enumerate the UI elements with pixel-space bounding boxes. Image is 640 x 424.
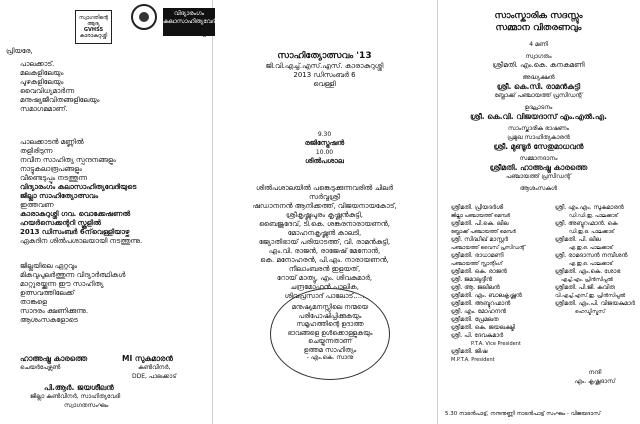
signatory-title: സ്വാഗതസംഘം <box>64 402 109 409</box>
program-time: 4 മണി <box>529 41 548 48</box>
role-name: ശ്രീമതി. ഹാഅഷ്ട്ര കാരത്തെ <box>489 163 588 172</box>
festival-line: വിദ്യാരംഗം കലാസാഹിത്യവേദിയുടെ <box>20 183 137 191</box>
greeter-title: ബ്ലോക്ക് പഞ്ചായത്ത് മെമ്പർ <box>451 229 516 235</box>
role-name: ശ്രീ. മുണ്ടൂർ സേതുമാധവൻ <box>493 142 584 151</box>
time-slot: 10.00 <box>315 149 334 156</box>
address-line: വൈവിധ്യമാർന്ന <box>20 87 75 95</box>
greeter: ശ്രീമതി. അബ്ദുറഹ്മാൻ <box>451 300 511 307</box>
school-logo-text-4: കാരാകുറുശ്ശി <box>79 33 108 39</box>
festival-date: 2013 ഡിസംബർ 6 <box>293 71 356 79</box>
greeter-title: ഡി.ഡി.ഇ. പാലക്കാട് <box>569 213 618 219</box>
signatory-name: പി.ആർ. ജയശീലൻ <box>44 383 114 392</box>
greeter-title: എ.ഇ.ഒ. പാലക്കാട് <box>569 261 613 267</box>
greeter: ശ്രീ. എം.എം. സുകുമാരൻ <box>555 204 624 211</box>
vidyarangam-title: വിദ്യാരംഗം <box>173 10 205 17</box>
festival-day: വെള്ളി <box>313 80 336 88</box>
role-name: ശ്രീ. കെ.സി. രാമൻകുട്ടി <box>496 82 581 91</box>
quote-oval <box>270 288 390 380</box>
quote-line: ഭാവങ്ങളെ ഉൾക്കൊള്ളുകയും <box>287 328 373 337</box>
signatory-title: ജില്ലാ കൺവീനർ, സാഹിത്യവേദി <box>30 393 121 400</box>
role-label: നന്ദി <box>588 369 602 376</box>
para-line: നാട്ടുകലാരൂപങ്ങളും <box>20 165 82 173</box>
participant-line: ശിൽപശാലയിൽ പങ്കെടുക്കുന്നവരിൽ ചിലർ <box>255 184 394 192</box>
greeter: ശ്രീമതി. കെ. രാജൻ <box>451 268 507 275</box>
para-line: ഉത്സവത്തിലേക്ക് <box>20 289 75 297</box>
participant-line: ബൈജുദേവ്, ടി.കെ. ശങ്കരനാരായണൻ, <box>259 220 390 228</box>
quote-line: സമൂഹത്തിന്റെ ഉദാത്ത <box>296 320 364 328</box>
greeter: ശ്രീ. പി. ദേവകുമാർ <box>451 332 504 339</box>
role-label: സാംസ്കാരിക ഭാഷണം <box>508 125 569 132</box>
greeter-title: വി.എച്ച്.എസ്.ഇ. പ്രിൻസിപ്പൽ <box>555 293 626 299</box>
role-label: സമ്മാനദാനം <box>519 155 558 162</box>
signatory-name: MI സുകുമാരൻ <box>122 354 173 363</box>
role-label: ആശംസകൾ <box>519 185 558 192</box>
para-line: തളിരിടുന്ന <box>20 147 53 155</box>
session-title: ശിൽപശാല <box>305 157 344 165</box>
greeter: ശ്രീമതി. ജിഷ <box>451 348 488 355</box>
greeter-title: എച്ച്.എം. പ്രിൻസിപ്പൽ <box>561 277 613 283</box>
greeter: ശ്രീമതി. പി. ലീല <box>555 236 601 243</box>
quote-attribution: - എം.കെ. സാനു <box>306 354 354 361</box>
workshop-participants <box>212 184 437 301</box>
middle-panel <box>163 0 437 424</box>
greeter-title: M.P.T.A. President <box>451 357 495 363</box>
participant-line: ചന്ദ്രമോഹൻ പാലിക, <box>290 283 359 291</box>
festival-line: ജില്ലാ സാഹിത്യോത്സവം <box>20 192 99 200</box>
greeter: ശ്രീമതി. പ്രേമലത <box>451 316 499 323</box>
school-logo-text-1: സ്വാഗതിന്റെ <box>78 15 109 21</box>
program-heading: സമ്മാന വിതരണവും <box>495 23 582 33</box>
para-line: പാലക്കാടൻ മണ്ണിൽ <box>20 138 84 146</box>
signatory-title: ചെയർപേഴ്സൺ <box>20 364 61 371</box>
address-line: സമാഗമമാണ്. <box>20 105 68 113</box>
para-line: നവീന സാഹിത്യ സ്പന്ദനങ്ങളും <box>20 156 116 164</box>
participant-line: ശ്രീകൃഷ്ണപുരം കൃഷ്ണൻകുട്ടി, <box>285 211 364 219</box>
vidyarangam-district: പാലക്കാട് ജില്ല <box>172 31 206 37</box>
greeter: ശ്രീ. എം. മോഹനൻ <box>451 308 507 315</box>
participant-line: ഷഡാനനൻ ആനിക്കത്ത്, വിജയനായകോട്, <box>252 202 397 210</box>
greeter-title: പഞ്ചായത്ത് വൈസ് പ്രസിഡന്റ് <box>451 245 526 251</box>
greeter: ശ്രീമതി. പി.കെ. ലീല <box>451 220 509 227</box>
emblem-logo <box>131 4 157 30</box>
greeter: ശ്രീമതി. പ്രിയദർശി <box>451 204 504 211</box>
festival-venue: ജി.വി.എച്ച്.എസ്.എസ്. കാരാകുറുശ്ശി <box>265 62 384 70</box>
greeter-title: P.T.A. Vice President <box>471 341 521 347</box>
greeter: ശ്രീ. അബ്ദുറഹ്മാൻ. കെ <box>555 220 618 227</box>
participant-line: എം.വി. രാജൻ, രാജേഷ് മേനോൻ, <box>268 247 381 255</box>
greeter: ശ്രീ. ആ. ജലീലൻ <box>451 284 500 291</box>
time-slot: 9.30 <box>317 131 332 138</box>
greeter: ശ്രീമതി. രാധാമണി <box>451 252 504 259</box>
participant-line: കെ. മനോഹരൻ, പി.എം. നാരായണൻ, <box>260 256 389 264</box>
para-line: ഇത്തവണ <box>20 201 54 209</box>
greetings-list-right <box>555 204 635 316</box>
greeter: ശ്രീമതി. പി.ജി. കവിത <box>555 284 615 291</box>
participant-line: മോഹനകൃഷ്ണൻ കാലടി, <box>287 229 362 237</box>
greetings-list-left <box>451 204 525 364</box>
para-line: സാദരം ക്ഷണിക്കുന്നു. <box>20 307 89 315</box>
greeter: ശ്രീമതി. എം.കെ. ശോഭ <box>555 268 621 275</box>
venue-line: കാരാകുറുശ്ശി ഗവ. വൊക്കേഷണൽ <box>20 210 131 218</box>
venue-line: ഹയർസെക്കന്ററി സ്കൂളിൽ <box>20 219 101 227</box>
greeter: ശ്രീ. സിദ്ധീഖ് മാസ്റ്റർ <box>451 236 509 243</box>
para-line: വീണ്ടെടുപ്പും നടത്തുന്ന <box>20 174 88 182</box>
quote-line: പരിപോഷിപ്പിക്കുകയും <box>298 311 362 320</box>
greeter: ശ്രീമതി. എം.പി. വിജയകുമാർ <box>555 300 635 307</box>
role-title: ബ്ലോക്ക് പഞ്ചായത്ത് പ്രസിഡന്റ് <box>494 92 583 99</box>
festival-title: സാഹിത്യോത്സവം '13 <box>277 51 372 61</box>
greeter-title: ഹെഡ്മിസ്ട്രസ് <box>575 309 606 315</box>
quote-line: ഉത്തമ സാഹിത്യം <box>303 345 357 354</box>
quote-line: മനുഷ്യമനസ്സിലെ നന്മയെ <box>291 303 369 311</box>
role-name: ശ്രീമതി. എം.കെ. കനകമണി <box>492 61 585 69</box>
para-line: താങ്കളെ <box>20 298 47 306</box>
greeter: ശ്രീ. ജമാലുദ്ദീൻ <box>451 276 493 283</box>
role-title: പഞ്ചായത്ത് പ്രസിഡന്റ് <box>506 173 571 180</box>
session-title: രജിസ്ട്രേഷൻ <box>304 139 345 147</box>
venue-line: 2013 ഡിസംബർ 6ന്‌വെള്ളിയാഴ്ച <box>20 228 130 236</box>
participant-line: സർവ്വശ്രീ <box>309 193 340 201</box>
regards: ആശംസകളോടെ <box>20 316 78 324</box>
participant-line: നീലാംബരൻ ഇളയത്, <box>288 265 361 273</box>
address-line: മനുഷ്യജീവിതങ്ങളിലേയും <box>20 96 100 104</box>
role-name: എം. കൃഷ്ണദാസ് <box>574 378 616 385</box>
address-line: പുഴകളിലേയും <box>20 78 64 86</box>
quote-line: ചെയ്യുന്നതാണ് <box>308 337 352 345</box>
greeting: പ്രിയരേ, <box>6 47 33 55</box>
greeter: ശ്രീമതി. കെ. ജയലക്ഷ്മി <box>451 324 515 331</box>
school-logo-text-3: GVHSS <box>83 27 104 33</box>
para-line: മികവുപുലർത്തുന്ന വിദ്യാർത്ഥികൾ <box>20 271 126 279</box>
address-line: മലകളിലേയും <box>20 69 64 77</box>
signatory-name: ഹാഅഷ്ട്ര കാരത്തെ <box>20 354 88 363</box>
role-label: ഉദ്ഘാടനം <box>524 104 553 111</box>
program-heading: സാംസ്കാരിക സദസ്സും <box>494 11 583 21</box>
greeter-title: പഞ്ചായത്ത് സ്റ്റാന്റിംഗ് <box>451 261 503 267</box>
role-name: ശ്രീ. കെ.വി. വിജയദാസ് എം.എൽ.എ. <box>470 112 607 121</box>
address-line: പാലക്കാട്. <box>20 60 55 68</box>
left-panel <box>0 0 212 424</box>
school-logo <box>75 10 112 44</box>
para-line: മാറ്റുരയ്ക്കുന്ന ഈ സാഹിത്യ <box>20 280 104 288</box>
para-line: ഏകദിന ശിൽപശാലയായി നടത്തുന്നു. <box>20 237 143 245</box>
right-panel <box>437 0 640 424</box>
cultural-program-footer: 5.30 നാടൻപാട്ട്, നന്ദനുണ്ണി നാടൻപാട്ട് സംഘം - വിജയദാസ് <box>445 411 601 417</box>
role-title: പ്രമുഖ സാഹിത്യകാരൻ <box>507 134 570 141</box>
greeter: ശ്രീ. രാമദാസൻ നമ്പീശൻ <box>555 252 628 259</box>
role-label: സ്വാഗതം <box>525 53 552 60</box>
school-logo-text-2: ആദ്യ <box>87 21 100 27</box>
signatory-title: DDE, പാലക്കാട് <box>132 373 177 380</box>
signatory-title: കൺവീനർ, <box>138 364 171 371</box>
greeter-title: ജില്ലാ പഞ്ചായത്ത് മെമ്പർ <box>451 213 511 219</box>
para-line: ജില്ലയിലെ ഏറ്റവും <box>20 262 78 270</box>
role-label: അദ്ധ്യക്ഷൻ <box>522 74 555 81</box>
participant-line: ശിവപ്രസാദ് പാലോട്..... <box>284 292 365 300</box>
vidyarangam-subtitle: കലാസാഹിത്യവേദി <box>163 18 217 25</box>
greeter: ശ്രീമതി. എം. ബാലകൃഷ്ണൻ <box>451 292 522 299</box>
participant-line: റോയ് മാത്യു, എം. ശിവകുമാർ, <box>276 274 373 282</box>
greeter-title: എ.ഇ.ഒ. പാലക്കാട് <box>569 245 613 251</box>
participant-line: ജ്യോതിഭായ് പരിയാടത്ത്, വി. രാമൻകുട്ടി, <box>258 238 391 246</box>
greeter-title: ഡി.ഇ.ഒ. പാലക്കാട് <box>569 229 615 235</box>
